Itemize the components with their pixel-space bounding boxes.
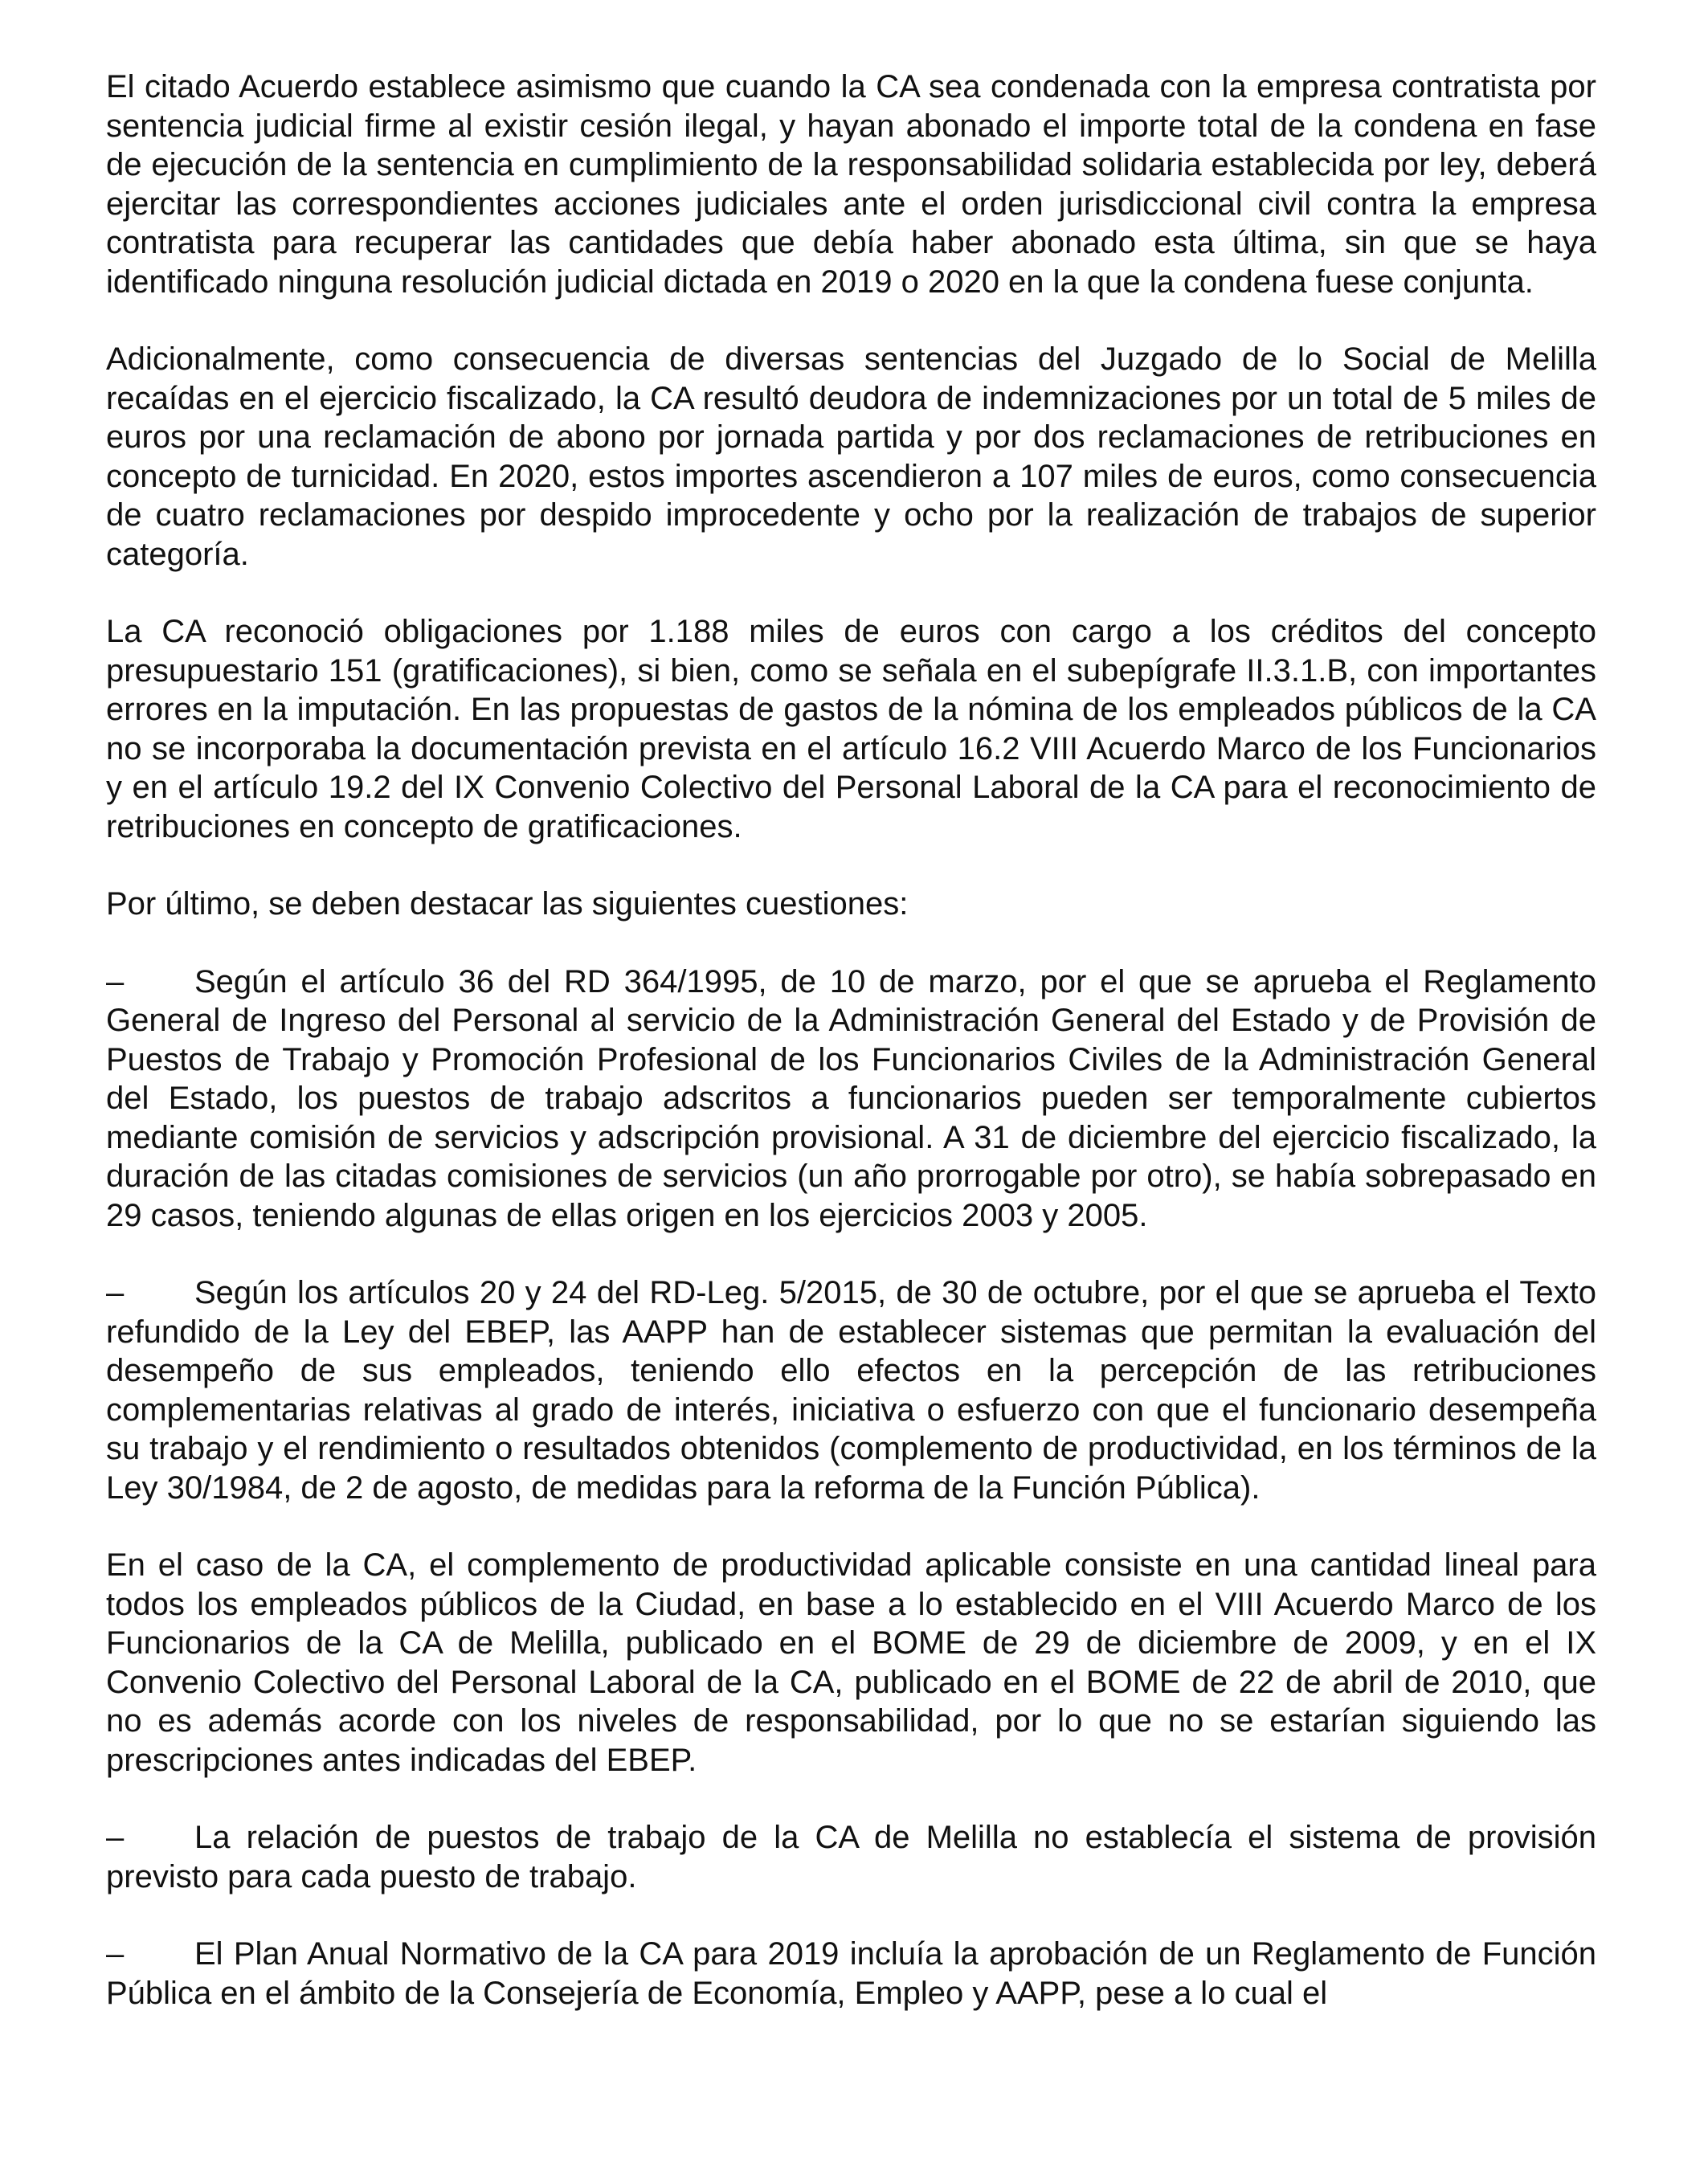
bullet-evaluacion-desempeno (106, 1273, 1596, 1507)
bullet-relacion-puestos (106, 1818, 1596, 1896)
dash-bullet: – (106, 1275, 125, 1310)
document-page (106, 67, 1596, 2051)
bullet-comisiones-servicios (106, 963, 1596, 1236)
paragraph-indemnizaciones: Adicionalmente, como consecuencia de diversas sentencias del Juzgado de lo Social de Melilla recaídas en el ejercicio fiscalizado, la CA resultó deudora de indemnizaciones por un total de 5 miles de euros por una reclamación de abono por jornada partida y por dos reclamaciones de retribuciones en concepto de turnicidad. En 2020, estos importes ascendieron a 107 miles de euros, como consecuencia de cuatro reclamaciones por despido improcedente y ocho por la realización de trabajos de superior categoría. (106, 341, 1596, 572)
paragraph-complemento-productividad: En el caso de la CA, el complemento de productividad aplicable consiste en una cantidad lineal para todos los empleados públicos de la Ciudad, en base a lo establecido en el VIII Acuerdo Marco de los Funcionarios de la CA de Melilla, publicado en el BOME de 29 de diciembre de 2009, y en el IX Convenio Colectivo del Personal Laboral de la CA, publicado en el BOME de 22 de abril de 2010, que no es además acorde con los niveles de responsabilidad, por lo que no se estarían siguiendo las prescripciones antes indicadas del EBEP. (106, 1547, 1596, 1778)
bullet-text: La relación de puestos de trabajo de la CA de Melilla no establecía el sistema de provisión previsto para cada puesto de trabajo. (106, 1820, 1596, 1894)
bullet-text: Según el artículo 36 del RD 364/1995, de 10 de marzo, por el que se aprueba el Reglamento General de Ingreso del Personal al servicio de la Administración General del Estado y de Provisión de Puestos de Trabajo y Promoción Profesional de los Funcionarios Civiles de la Administración General del Estado, los puestos de trabajo adscritos a funcionarios pueden ser temporalmente cubiertos mediante comisión de servicios y adscripción provisional. A 31 de diciembre del ejercicio fiscalizado, la duración de las citadas comisiones de servicios (un año prorrogable por otro), se había sobrepasado en 29 casos, teniendo algunas de ellas origen en los ejercicios 2003 y 2005. (106, 963, 1596, 1233)
dash-bullet: – (106, 963, 125, 999)
paragraph-cuestiones-intro: Por último, se deben destacar las siguientes cuestiones: (106, 886, 909, 922)
bullet-text: El Plan Anual Normativo de la CA para 2019 incluía la aprobación de un Reglamento de Función Pública en el ámbito de la Consejería de Economía, Empleo y AAPP, pese a lo cual el (106, 1936, 1596, 2011)
bullet-plan-anual-normativo (106, 1935, 1596, 2013)
dash-bullet: – (106, 1820, 125, 1855)
paragraph-cesion-ilegal: El citado Acuerdo establece asimismo que cuando la CA sea condenada con la empresa contratista por sentencia judicial firme al existir cesión ilegal, y hayan abonado el importe total de la condena en fase de ejecución de la sentencia en cumplimiento de la responsabilidad solidaria establecida por ley, deberá ejercitar las correspondientes acciones judiciales ante el orden jurisdiccional civil contra la empresa contratista para recuperar las cantidades que debía haber abonado esta última, sin que se haya identificado ninguna resolución judicial dictada en 2019 o 2020 en la que la condena fuese conjunta. (106, 69, 1596, 300)
bullet-text: Según los artículos 20 y 24 del RD-Leg. 5/2015, de 30 de octubre, por el que se aprueba el Texto refundido de la Ley del EBEP, las AAPP han de establecer sistemas que permitan la evaluación del desempeño de sus empleados, teniendo ello efectos en la percepción de las retribuciones complementarias relativas al grado de interés, iniciativa o esfuerzo con que el funcionario desempeña su trabajo y el rendimiento o resultados obtenidos (complemento de productividad, en los términos de la Ley 30/1984, de 2 de agosto, de medidas para la reforma de la Función Pública). (106, 1275, 1596, 1506)
dash-bullet: – (106, 1936, 125, 1972)
paragraph-gratificaciones: La CA reconoció obligaciones por 1.188 miles de euros con cargo a los créditos del concepto presupuestario 151 (gratificaciones), si bien, como se señala en el subepígrafe II.3.1.B, con importantes errores en la imputación. En las propuestas de gastos de la nómina de los empleados públicos de la CA no se incorporaba la documentación prevista en el artículo 16.2 VIII Acuerdo Marco de los Funcionarios y en el artículo 19.2 del IX Convenio Colectivo del Personal Laboral de la CA para el reconocimiento de retribuciones en concepto de gratificaciones. (106, 614, 1596, 844)
